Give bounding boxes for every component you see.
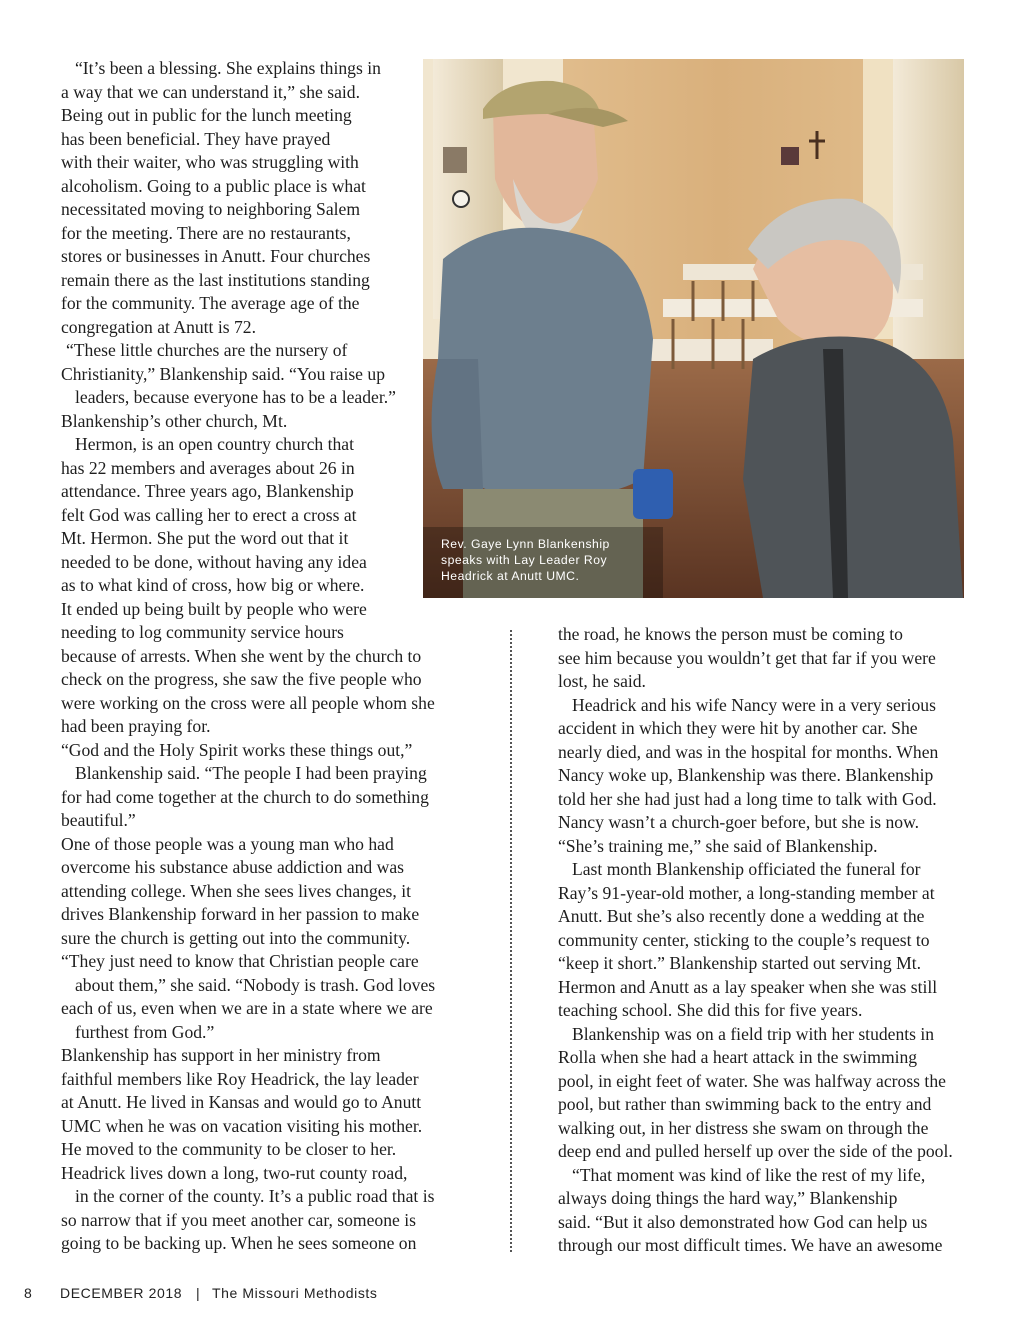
issue-date: DECEMBER 2018 [60, 1285, 183, 1301]
right-column-line: Nancy wasn’t a church-goer before, but she is now. [558, 812, 920, 832]
left-column-line: congregation at Anutt is 72. [61, 316, 256, 337]
right-column-line: said. “But it also demonstrated how God can help us [558, 1211, 928, 1232]
left-column-line: attendance. Three years ago, Blankenship [61, 481, 354, 501]
left-column-line: has been beneficial. They have prayed [61, 128, 331, 149]
left-column-line: so narrow that if you meet another car, someone is [61, 1209, 416, 1230]
photo-image [423, 59, 964, 598]
left-column-line: had been praying for. [61, 716, 211, 736]
right-column-line: see him because you wouldn’t get that far if you were [558, 647, 936, 668]
right-column-line: pool, but rather than swimming back to the entry and [558, 1094, 932, 1114]
photo-caption-line: Headrick at Anutt UMC. [441, 569, 580, 583]
left-column-line: faithful members like Roy Headrick, the lay leader [61, 1068, 419, 1089]
right-column-line: walking out, in her distress she swam on through the [558, 1117, 929, 1138]
left-column-line: drives Blankenship forward in her passion to make [61, 904, 420, 924]
left-column-line: He moved to the community to be closer to her. [61, 1139, 397, 1159]
left-column-line: “God and the Holy Spirit works these things out,” [61, 739, 413, 760]
left-column-line: Blankenship has support in her ministry from [61, 1045, 381, 1065]
left-column-line: at Anutt. He lived in Kansas and would go to Anutt [61, 1092, 422, 1112]
left-column-line: has 22 members and averages about 26 in [61, 457, 355, 478]
right-column-line: Hermon and Anutt as a lay speaker when she was still [558, 976, 938, 997]
right-column-line: “She’s training me,” she said of Blankenship. [558, 835, 878, 856]
right-column-line: accident in which they were hit by another car. She [558, 718, 918, 738]
photo-caption-line: speaks with Lay Leader Roy [441, 553, 608, 567]
left-column-line: Blankenship’s other church, Mt. [61, 410, 288, 431]
left-column-line: beautiful.” [61, 810, 136, 830]
right-column-line: Nancy woke up, Blankenship was there. Blankenship [558, 765, 934, 785]
left-column-line: Mt. Hermon. She put the word out that it [61, 528, 349, 548]
left-column-line: alcoholism. Going to a public place is what [61, 175, 366, 196]
left-column-line: needed to be done, without having any idea [61, 551, 367, 572]
right-column-line: Rolla when she had a heart attack in the swimming [558, 1047, 918, 1067]
right-column-line: Headrick and his wife Nancy were in a very serious [572, 694, 936, 715]
left-column-line: Headrick lives down a long, two-rut county road, [61, 1162, 408, 1183]
left-column-line: going to be backing up. When he sees someone on [61, 1233, 417, 1253]
right-column-line: told her she had just had a long time to talk with God. [558, 788, 937, 809]
left-column-line: Blankenship said. “The people I had been praying [75, 763, 427, 783]
right-column-line: “That moment was kind of like the rest of my life, [572, 1164, 926, 1185]
right-column-line: Ray’s 91-year-old mother, a long-standing member at [558, 882, 935, 903]
left-column-line: for the meeting. There are no restaurants, [61, 222, 351, 243]
left-column-line: Hermon, is an open country church that [75, 434, 354, 454]
left-column-line: check on the progress, she saw the five people who [61, 669, 422, 689]
left-column-line: One of those people was a young man who had [61, 833, 394, 854]
left-column-line: furthest from God.” [75, 1021, 215, 1042]
right-column-line: the road, he knows the person must be coming to [558, 624, 903, 644]
left-column-line: for the community. The average age of the [61, 293, 360, 313]
left-column-line: for had come together at the church to do something [61, 786, 429, 807]
left-column-line: as to what kind of cross, how big or where. [61, 575, 365, 595]
right-column-line: Last month Blankenship officiated the funeral for [572, 859, 921, 879]
right-column-line: nearly died, and was in the hospital for months. When [558, 741, 939, 762]
left-column-line: felt God was calling her to erect a cross at [61, 504, 357, 525]
left-column-line: a way that we can understand it,” she said. [61, 81, 360, 102]
left-column-line: in the corner of the county. It’s a public road that is [75, 1186, 435, 1206]
right-column-line: community center, sticking to the couple’s request to [558, 929, 930, 950]
page-number: 8 [24, 1285, 33, 1301]
left-column-line: necessitated moving to neighboring Salem [61, 199, 361, 219]
footer-separator: | [196, 1285, 201, 1301]
left-column-line: because of arrests. When she went by the church to [61, 645, 422, 666]
right-column-line: “keep it short.” Blankenship started out serving Mt. [558, 953, 922, 973]
left-column-line: UMC when he was on vacation visiting his mother. [61, 1115, 423, 1136]
right-column-line: teaching school. She did this for five years. [558, 1000, 863, 1020]
left-column-line: with their waiter, who was struggling with [61, 152, 359, 172]
column-divider [510, 630, 512, 1252]
page-footer [0, 1285, 1024, 1305]
left-column-line: Being out in public for the lunch meeting [61, 105, 352, 125]
right-column-line: through our most difficult times. We have an awesome [558, 1235, 943, 1255]
left-column-line: remain there as the last institutions standing [61, 269, 370, 290]
left-column-line: sure the church is getting out into the community. [61, 927, 411, 948]
left-column-line: “These little churches are the nursery of [66, 340, 348, 360]
left-column-line: about them,” she said. “Nobody is trash. God loves [75, 974, 436, 995]
left-column-line: “They just need to know that Christian people care [61, 951, 419, 971]
article-photo [423, 59, 964, 598]
right-column-line: Anutt. But she’s also recently done a wedding at the [558, 906, 925, 926]
right-column-line: always doing things the hard way,” Blankenship [558, 1188, 898, 1208]
left-column-line: “It’s been a blessing. She explains things in [75, 58, 381, 78]
right-column-line: pool, in eight feet of water. She was halfway across the [558, 1070, 946, 1091]
left-column-line: It ended up being built by people who were [61, 598, 367, 619]
left-column-line: were working on the cross were all people whom she [61, 692, 435, 713]
right-column-line: Blankenship was on a field trip with her students in [572, 1023, 935, 1044]
right-column-line: lost, he said. [558, 671, 646, 691]
publication-name: The Missouri Methodists [212, 1285, 378, 1301]
left-column-line: overcome his substance abuse addiction and was [61, 857, 404, 877]
left-column-line: stores or businesses in Anutt. Four churches [61, 246, 371, 266]
left-column-line: leaders, because everyone has to be a leader.” [75, 387, 396, 407]
left-column-line: Christianity,” Blankenship said. “You raise up [61, 363, 385, 384]
left-column-line: needing to log community service hours [61, 622, 344, 642]
photo-caption-line: Rev. Gaye Lynn Blankenship [441, 537, 610, 551]
left-column-line: attending college. When she sees lives changes, it [61, 880, 411, 901]
right-column-line: deep end and pulled herself up over the side of the pool. [558, 1141, 953, 1161]
left-column-line: each of us, even when we are in a state where we are [61, 998, 433, 1018]
